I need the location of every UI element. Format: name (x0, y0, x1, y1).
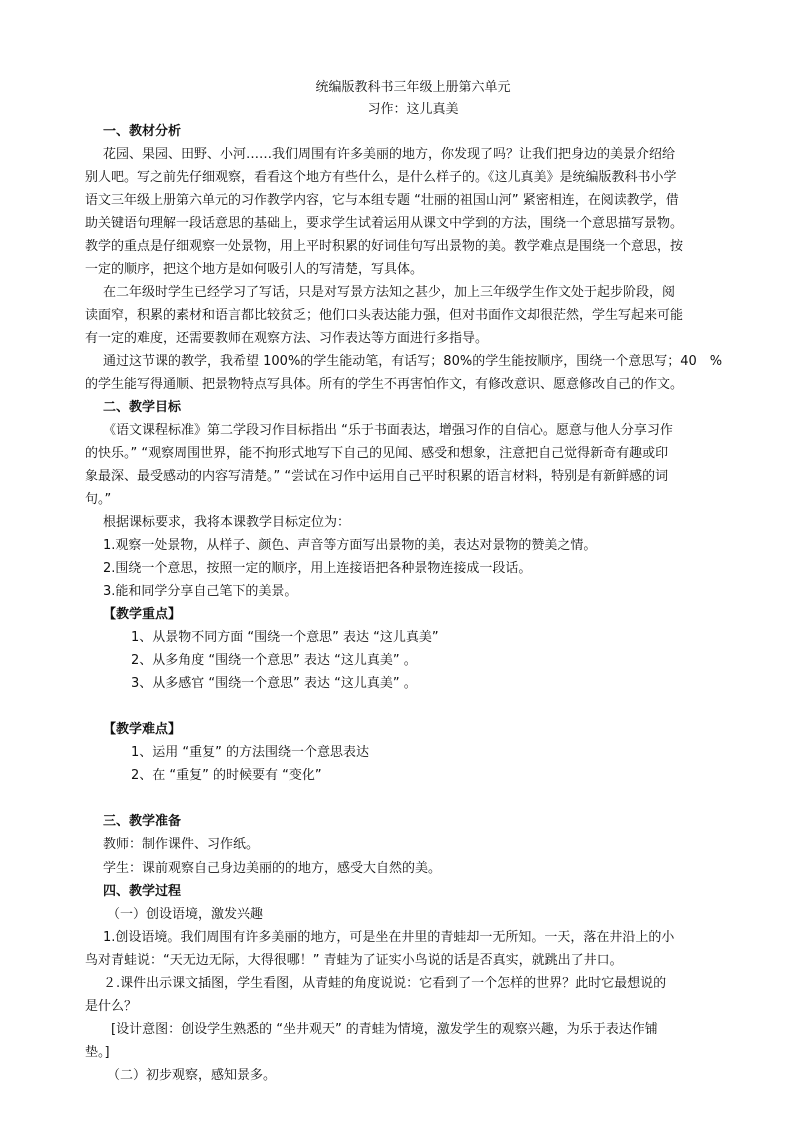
key-point-item: 2、从多角度 “围绕一个意思” 表达 “这儿真美” 。 (131, 653, 417, 668)
paragraph-line: 句。” (85, 492, 112, 507)
goal-item: 1.观察一处景物，从样子、颜色、声音等方面写出景物的美，表达对景物的赞美之情。 (103, 538, 597, 553)
difficulty-heading: 【教学难点】 (103, 722, 182, 737)
key-point-item: 3、从多感官 “围绕一个意思” 表达 “这儿真美” 。 (131, 676, 417, 691)
design-intent: 垫。] (85, 1045, 110, 1060)
key-point-item: 1、从景物不同方面 “围绕一个意思” 表达 “这儿真美” (131, 630, 439, 645)
paragraph-line: 象最深、最受感动的内容写清楚。” “尝试在习作中运用自己平时积累的语言材料，特别是有新鲜感的词 (85, 469, 669, 484)
paragraph-line: 1.创设语境。我们周围有许多美丽的地方，可是坐在井里的青蛙却一无所知。一天，落在井沿上的小 (103, 930, 675, 945)
difficulty-item: 1、运用 “重复” 的方法围绕一个意思表达 (131, 745, 370, 760)
section-heading-analysis: 一、教材分析 (103, 124, 182, 139)
goals-intro: 根据课标要求，我将本课教学目标定位为： (103, 515, 351, 530)
paragraph-line: 有一定的难度，还需要教师在观察方法、习作表达等方面进行多指导。 (85, 331, 489, 346)
paragraph-line: 的学生能写得通顺、把景物特点写具体。所有的学生不再害怕作文，有修改意识、愿意修改自己的作文。 (85, 377, 684, 392)
paragraph-line: ２.课件出示课文插图，学生看图，从青蛙的角度说说：它看到了一个怎样的世界？此时它最想说的 (103, 976, 667, 991)
goal-item: 3.能和同学分享自己笔下的美景。 (103, 584, 298, 599)
paragraph-line: 一定的顺序，把这个地方是如何吸引人的写清楚，写具体。 (85, 262, 424, 277)
teacher-preparation: 教师：制作课件、习作纸。 (103, 837, 260, 852)
paragraph-line: 《语文课程标准》第二学段习作目标指出 “乐于书面表达，增强习作的自信心。愿意与他人分享习作 (103, 423, 673, 438)
paragraph-line: 在二年级时学生已经学习了写话，只是对写景方法知之甚少，加上三年级学生作文处于起步阶段，阅 (103, 285, 676, 300)
section-heading-goals: 二、教学目标 (103, 400, 182, 415)
design-intent: [设计意图：创设学生熟悉的 “坐井观天” 的青蛙为情境，激发学生的观察兴趣，为乐于表达作铺 (111, 1022, 658, 1037)
section-heading-process: 四、教学过程 (103, 884, 182, 899)
paragraph-line: 教学的重点是仔细观察一处景物，用上平时积累的好词佳句写出景物的美。教学难点是围绕一个意思，按 (85, 239, 684, 254)
paragraph-line: 通过这节课的教学，我希望 100%的学生能动笔，有话写；80%的学生能按顺序，围绕一个意思写；40 % (103, 354, 723, 369)
paragraph-line: 花园、果园、田野、小河……我们周围有许多美丽的地方，你发现了吗？让我们把身边的美景介绍给 (103, 147, 676, 162)
section-heading-preparation: 三、教学准备 (103, 814, 182, 829)
goal-item: 2.围绕一个意思，按照一定的顺序，用上连接语把各种景物连接成一段话。 (103, 561, 532, 576)
key-points-heading: 【教学重点】 (103, 607, 182, 622)
paragraph-line: 的快乐。” “观察周围世界，能不拘形式地写下自己的见闻、感受和想象，注意把自己觉得新奇有趣或印 (85, 446, 669, 461)
difficulty-item: 2、在 “重复” 的时候要有 “变化” (131, 768, 322, 783)
paragraph-line: 鸟对青蛙说：“天无边无际，大得很哪！” 青蛙为了证实小鸟说的话是否真实，就跳出了井口。 (85, 953, 623, 968)
paragraph-line: 语文三年级上册第六单元的习作教学内容，它与本组专题 “壮丽的祖国山河” 紧密相连，在阅读教学，借 (85, 193, 679, 208)
student-preparation: 学生：课前观察自己身边美丽的的地方，感受大自然的美。 (103, 861, 442, 876)
paragraph-line: 读面窄，积累的素材和语言都比较贫乏；他们口头表达能力强，但对书面作文却很茫然，学生写起来可能 (85, 308, 684, 323)
process-step: （二）初步观察，感知景多。 (107, 1068, 277, 1083)
paragraph-line: 别人吧。写之前先仔细观察，看看这个地方有些什么，是什么样子的。《这儿真美》是统编版教科书小学 (85, 170, 677, 185)
document-title: 统编版教科书三年级上册第六单元 (315, 80, 511, 95)
process-step: （一）创设语境，激发兴趣 (107, 907, 264, 922)
paragraph-line: 助关键语句理解一段话意思的基础上，要求学生试着运用从课文中学到的方法，围绕一个意思描写景物。 (85, 216, 684, 231)
paragraph-line: 是什么？ (85, 999, 138, 1014)
document-subtitle: 习作：这儿真美 (367, 102, 459, 117)
